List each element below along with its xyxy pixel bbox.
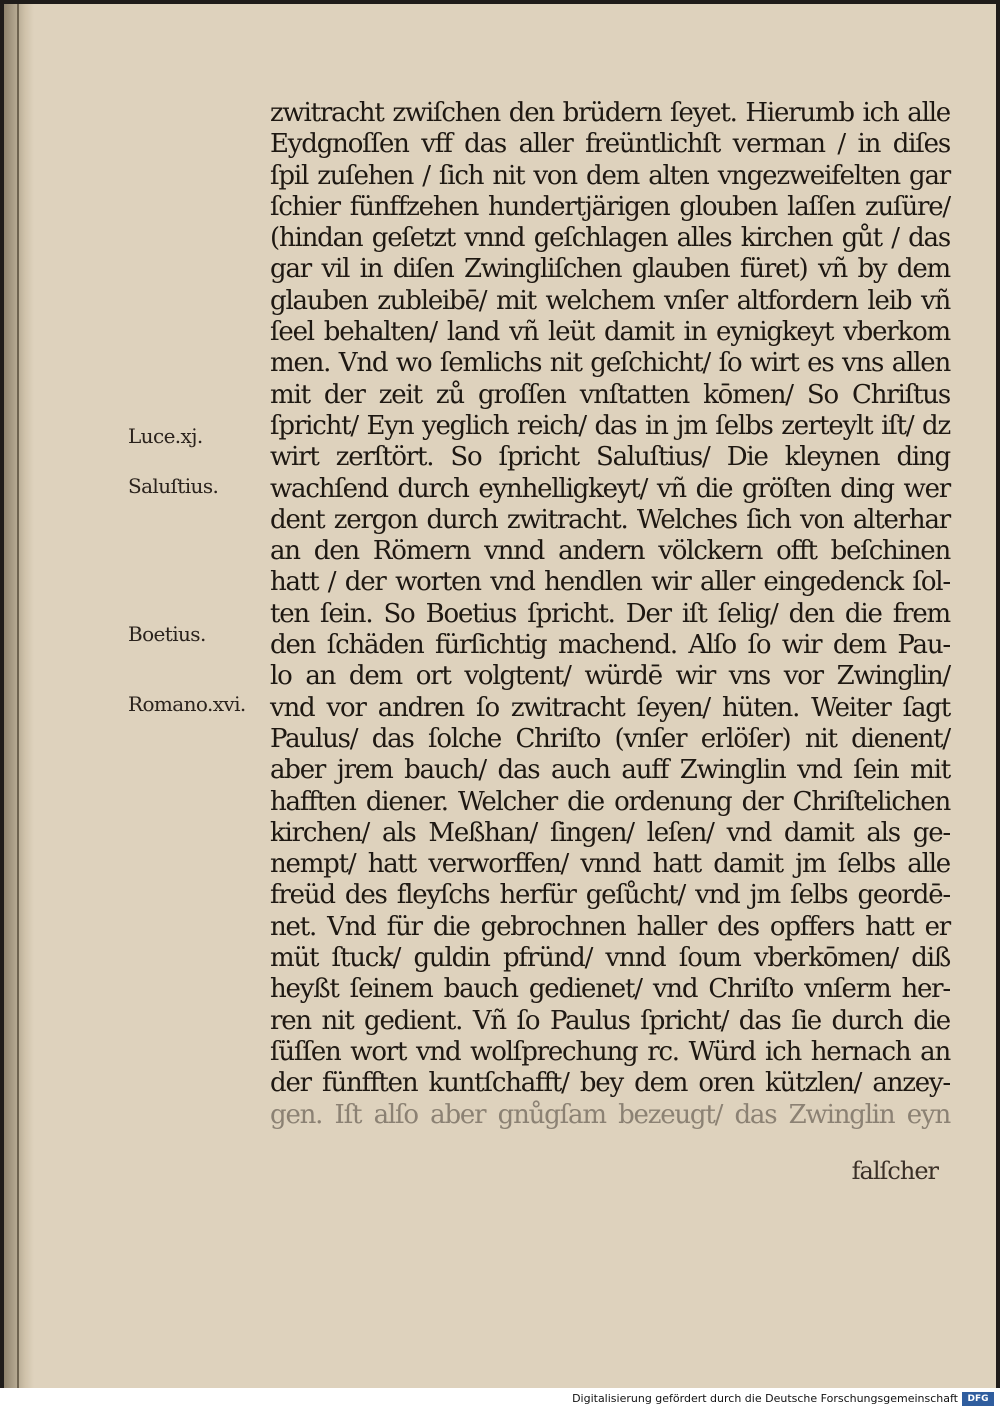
catchword: falſcher [851, 1157, 938, 1185]
funding-credit: Digitalisierung gefördert durch die Deutsche Forschungsgemeinschaft [572, 1392, 958, 1405]
text-line: men. Vnd wo ſemlichs nit geſchicht/ ſo wirt es vns allen [270, 348, 950, 379]
text-line: vnd vor andren ſo zwitracht ſeyen/ hüten. Weiter ſagt [270, 692, 950, 723]
text-line: ſpil zuſehen / ſich nit von dem alten vngezweifelten gar [270, 160, 950, 191]
margin-note-salustius: Saluſtius. [128, 474, 219, 498]
text-line: aber jrem bauch/ das auch auff Zwinglin vnd ſein mit [270, 755, 950, 786]
text-line: ten ſein. So Boetius ſpricht. Der iſt ſelig/ den die frem [270, 598, 950, 629]
text-line: Eydgnoſſen vff das aller freüntlichſt verman / in diſes [270, 129, 950, 160]
text-line: dent zergon durch zwitracht. Welches ſich von alterhar [270, 504, 950, 535]
text-line: glauben zubleibē/ mit welchem vnſer altfordern leib vñ [270, 285, 950, 316]
text-line: ſchier fünffzehen hundertjärigen glouben laſſen zuſüre/ [270, 191, 950, 222]
text-line: ſpricht/ Eyn yeglich reich/ das in jm ſelbs zerteylt iſt/ dz [270, 410, 950, 441]
text-line: Paulus/ das ſolche Chriſto (vnſer erlöſer) nit dienent/ [270, 723, 950, 754]
text-line: wachſend durch eynhelligkeyt/ vñ die gröſten ding wer [270, 473, 950, 504]
page-spine-shadow [4, 4, 34, 1388]
text-line: lo an dem ort volgtent/ würdē wir vns vor Zwinglin/ [270, 661, 950, 692]
text-line: an den Römern vnnd andern völckern offt beſchinen [270, 536, 950, 567]
text-line: den ſchäden fürſichtig machend. Alſo ſo wir dem Pau- [270, 630, 950, 661]
text-line: mit der zeit zů groſſen vnſtatten kōmen/ So Chriſtus [270, 379, 950, 410]
text-line: freüd des fleyſchs herfür geſůcht/ vnd jm ſelbs geordē- [270, 880, 950, 911]
text-line: hafften diener. Welcher die ordenung der Chriſtelichen [270, 786, 950, 817]
text-line: kirchen/ als Meßhan/ ſingen/ leſen/ vnd damit als ge- [270, 817, 950, 848]
text-line: ren nit gedient. Vñ ſo Paulus ſpricht/ das ſie durch die [270, 1005, 950, 1036]
text-line: (hindan geſetzt vnnd geſchlagen alles kirchen gůt / das [270, 223, 950, 254]
text-line: müt ſtuck/ guldin pfründ/ vnnd ſoum vberkōmen/ diß [270, 943, 950, 974]
text-line: ſüſſen wort vnd wolſprechung rc. Würd ich hernach an [270, 1036, 950, 1067]
margin-note-boetius: Boetius. [128, 622, 206, 646]
text-line: hatt / der worten vnd hendlen wir aller eingedenck ſol- [270, 567, 950, 598]
text-line: ſeel behalten/ land vñ leüt damit in eynigkeyt vberkom [270, 317, 950, 348]
margin-note-romano: Romano.xvi. [128, 692, 246, 716]
footer-bar [0, 1388, 1000, 1410]
text-line: wirt zerſtört. So ſpricht Saluſtius/ Die kleynen ding [270, 442, 950, 473]
text-line: gar vil in diſen Zwingliſchen glauben füret) vñ by dem [270, 254, 950, 285]
text-line: net. Vnd für die gebrochnen haller des opffers hatt er [270, 911, 950, 942]
margin-note-luce: Luce.xj. [128, 424, 203, 448]
text-line: der fünfften kuntſchafft/ bey dem oren kützlen/ anzey- [270, 1068, 950, 1099]
text-line: nempt/ hatt verworffen/ vnnd hatt damit jm ſelbs alle [270, 849, 950, 880]
body-text [270, 98, 950, 1131]
text-line: heyßt ſeinem bauch gedienet/ vnd Chriſto vnſerm her- [270, 974, 950, 1005]
page-spine-line [17, 4, 19, 1388]
text-line: zwitracht zwiſchen den brüdern ſeyet. Hierumb ich alle [270, 98, 950, 128]
text-line: gen. Iſt alſo aber gnůgſam bezeugt/ das Zwinglin eyn [270, 1099, 950, 1130]
dfg-logo: DFG [962, 1392, 994, 1406]
